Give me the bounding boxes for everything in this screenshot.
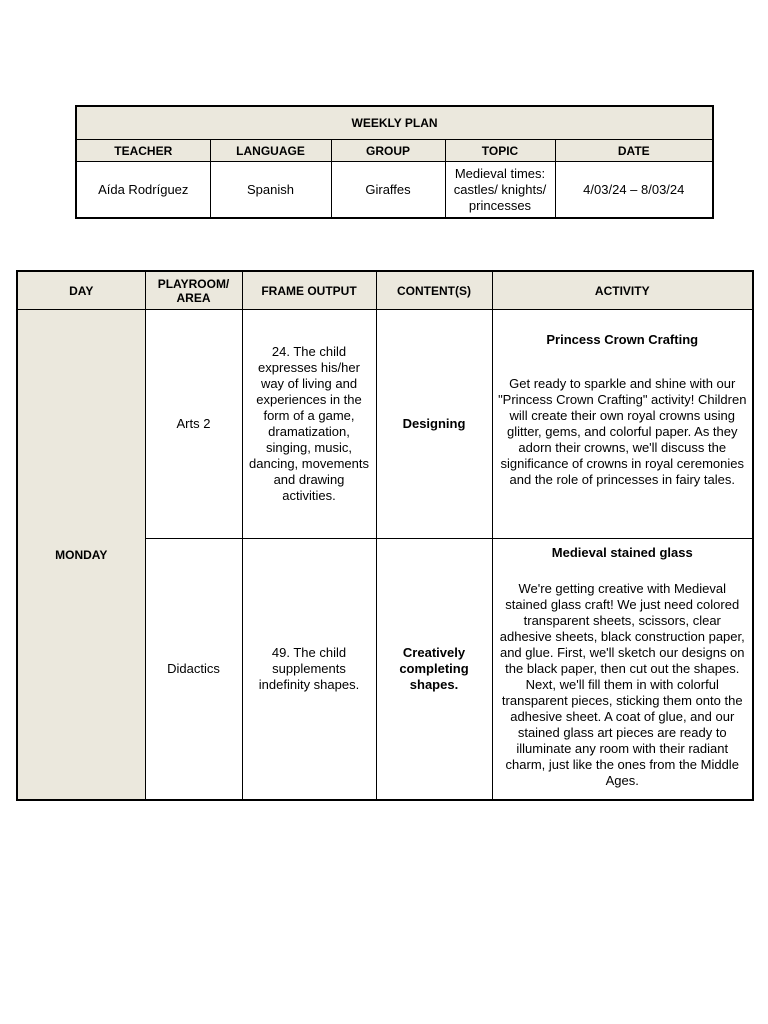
playroom-area-header: PLAYROOM/ AREA — [145, 271, 242, 310]
schedule-table — [16, 270, 754, 801]
date-header: DATE — [555, 140, 713, 162]
frame-output-header: FRAME OUTPUT — [242, 271, 376, 310]
topic-value: Medieval times: castles/ knights/ princesses — [445, 162, 555, 219]
activity-cell — [492, 539, 753, 801]
activity-description: Get ready to sparkle and shine with our "Princess Crown Crafting" activity! Children will create their own royal crowns using glitter, gems, and colorful paper. As they adorn their crowns, we'll discuss the significance of crowns in royal ceremonies and the role of princesses in fairy tales. — [498, 376, 747, 487]
day-header: DAY — [17, 271, 145, 310]
activity-description: We're getting creative with Medieval stained glass craft! We just need colored transparent sheets, scissors, clear adhesive sheets, black construction paper, and glue. First, we'll sketch our designs on the black paper, then cut out the shapes. Next, we'll fill them in with colorful transparent pieces, sticking them onto the adhesive sheet. A coat of glue, and our stained glass art pieces are ready to illuminate any room with their radiant charm, just like the ones from the Middle Ages. — [499, 581, 745, 788]
activity-title: Medieval stained glass — [551, 545, 693, 560]
topic-header: TOPIC — [445, 140, 555, 162]
teacher-header: TEACHER — [76, 140, 210, 162]
teacher-value: Aída Rodríguez — [76, 162, 210, 219]
weekly-plan-table — [75, 105, 714, 219]
day-cell: MONDAY — [17, 310, 145, 801]
content-cell: Creatively completing shapes. — [376, 539, 492, 801]
language-value: Spanish — [210, 162, 331, 219]
frame-output-cell: 49. The child supplements indefinity shapes. — [242, 539, 376, 801]
activity-header: ACTIVITY — [492, 271, 753, 310]
area-cell: Arts 2 — [145, 310, 242, 539]
group-header: GROUP — [331, 140, 445, 162]
area-cell: Didactics — [145, 539, 242, 801]
activity-title: Princess Crown Crafting — [546, 332, 699, 347]
frame-output-cell: 24. The child expresses his/her way of living and experiences in the form of a game, dramatization, singing, music, dancing, movements and drawing activities. — [242, 310, 376, 539]
language-header: LANGUAGE — [210, 140, 331, 162]
group-value: Giraffes — [331, 162, 445, 219]
weekly-plan-title: WEEKLY PLAN — [76, 106, 713, 140]
content-cell: Designing — [376, 310, 492, 539]
activity-cell — [492, 310, 753, 539]
contents-header: CONTENT(S) — [376, 271, 492, 310]
date-value: 4/03/24 – 8/03/24 — [555, 162, 713, 219]
